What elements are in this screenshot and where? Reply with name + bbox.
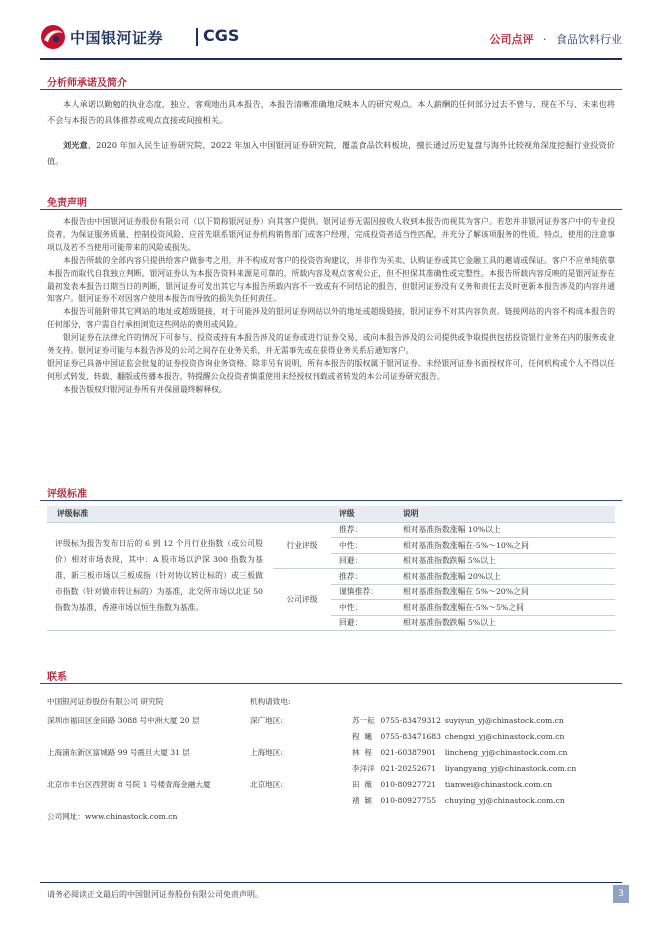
contact-email[interactable]: chuying_yj@chinastock.com.cn [444,796,565,805]
company-name: 中国银河证券股份有限公司 研究院 [47,697,164,706]
analyst-section-title: 分析师承诺及简介 [47,78,127,89]
contact-section-title: 联系 [47,672,67,683]
contact-email[interactable]: tianwei@chinastock.com.cn [444,780,553,789]
contact-person [352,764,576,774]
rating-level-desc: 相对基准指数涨幅在 5%～20%之间 [399,584,615,600]
disclaimer-body [47,216,615,397]
contact-name: 李洋洋 [352,764,375,773]
contact-person [352,780,552,790]
rating-level-desc: 相对基准指数涨幅 10%以上 [399,522,615,538]
header-rule [40,58,622,60]
contact-phone: 0755-83471683 [380,732,441,741]
region-shenzhen: 深广地区: [250,716,283,725]
rating-level: 推荐： [331,569,399,585]
contact-person [352,748,567,758]
footer-disclaimer-note: 请务必阅读正文最后的中国银河证券股份有限公司免责声明。 [47,890,263,899]
analyst-commitment: 本人承诺以勤勉的执业态度，独立、客观地出具本报告，本报告清晰准确地反映本人的研究观点。本人薪酬的任何部分过去不曾与、现在不与、未来也将不会与本报告的具体推荐或观点直接或间接相关。 [47,99,615,125]
rating-level: 中性： [331,600,399,616]
analyst-bio [47,138,615,169]
logo-divider [196,28,198,46]
rating-level: 回避： [331,615,399,631]
analyst-bio-text: ，2020 年加入民生证券研究院，2022 年加入中国银河证券研究院，覆盖食品饮料板块，擅长通过历史复盘与海外比较视角深度挖掘行业投资价值。 [47,140,615,166]
disclaimer-paragraph: 银河证券已具备中国证监会批复的证券投资咨询业务资格。除非另有说明，所有本报告的版权属于银河证券。未经银河证券书面授权许可，任何机构或个人不得以任何形式转发、转载、翻版或传播本报告。特提醒公众投资者慎重使用未经授权刊载或者转发的本公司证券研究报告。 [47,358,615,381]
footer-rule [40,882,622,883]
rating-level-desc: 相对基准指数跌幅 5%以上 [399,615,615,631]
analyst-name: 刘光意 [63,140,88,150]
rating-level: 推荐： [331,522,399,538]
rating-level: 谨慎推荐： [331,584,399,600]
contact-name: 程 曦 [352,732,373,741]
contact-person [352,716,564,726]
cgs-logo-icon [40,24,66,50]
logo-text-cn: 中国银河证券 [70,29,164,47]
rating-table-header [47,506,615,522]
contact-email[interactable]: lincheng_yj@chinastock.com.cn [444,748,568,757]
company-website[interactable]: 公司网址：www.chinastock.com.cn [47,812,178,821]
header-rating-standard: 评级标准 [47,506,273,522]
analyst-section-rule [40,89,622,90]
header-description: 说明 [399,506,615,522]
contact-phone: 010-80927721 [380,780,437,789]
rating-section-rule [40,500,622,501]
contact-email[interactable]: liyangyang_yj@chinastock.com.cn [444,764,577,773]
rating-level-desc: 相对基准指数跌幅 5%以上 [399,553,615,569]
disclaimer-paragraph: 本报告版权归银河证券所有并保留最终解释权。 [63,384,227,394]
rating-level-desc: 相对基准指数涨幅在-5%～10%之间 [399,538,615,554]
disclaimer-paragraph: 本报告由中国银河证券股份有限公司（以下简称银河证券）向其客户提供。银河证券无需因接收人收到本报告而视其为客户。若您并非银河证券客户中的专业投资者，为保证服务质量、控制投资风险、应首先联系银河证券机构销售部门或客户经理，完成投资者适当性匹配，并充分了解该项服务的性质、特点、使用的注意事项以及若不当使用可能带来的风险或损失。 [47,217,615,252]
table-row [47,522,615,538]
report-type: 公司点评 [489,33,534,46]
address-shanghai: 上海浦东新区富城路 99 号震旦大厦 31 层 [47,748,190,757]
contact-person [352,732,564,742]
disclaimer-paragraph: 本报告可能附带其它网站的地址或超级链接，对于可能涉及的银河证券网站以外的地址或超级链接，银河证券不对其内容负责。链接网站的内容不构成本报告的任何部分，客户需自行承担浏览这些网站的费用或风险。 [47,307,615,330]
rating-level: 中性： [331,538,399,554]
rating-description: 评级标为报告发布日后的 6 到 12 个月行业指数（或公司股价）相对市场表现，其中：A 股市场以沪深 300 指数为基准，新三板市场以三板成指（针对协议转让标的）或三板做市指数（针对做市转让标的）为基准，北交所市场以北证 50 指数为基准，香港市场以恒生指数为基准。 [47,522,273,631]
contact-name: 田 薇 [352,780,373,789]
disclaimer-paragraph: 银河证券在法律允许的情况下可参与、投资或持有本报告涉及的证券或进行证券交易，或向本报告涉及的公司提供或争取提供包括投资银行业务在内的服务或业务支持。银河证券可能与本报告涉及的公司之间存在业务关系，并无需事先或在获得业务关系后通知客户。 [47,333,615,356]
page-number: 3 [613,885,629,903]
header-dot: · [543,33,547,46]
rating-level: 回避： [331,553,399,569]
company-rating-label: 公司评级 [273,569,331,631]
contact-phone: 021-60387901 [380,748,437,757]
rating-section-title: 评级标准 [47,489,87,500]
contact-person [352,796,565,806]
rating-level-desc: 相对基准指数涨幅 20%以上 [399,569,615,585]
region-shanghai: 上海地区: [250,748,283,757]
industry-name: 食品饮料行业 [556,33,622,46]
contact-phone: 021-20252671 [380,764,437,773]
disclaimer-paragraph: 本报告所载的全部内容只提供给客户做参考之用，并不构成对客户的投资咨询建议，并非作为买卖、认购证券或其它金融工具的邀请或保证。客户不应单纯依靠本报告而取代自我独立判断。银河证券认为本报告资料来源是可靠的，所载内容及观点客观公正，但不担保其准确性或完整性。本报告所载内容反映的是银河证券在最初发表本报告日期当日的判断，银河证券可发出其它与本报告所载内容不一致或有不同结论的报告，但银河证券没有义务和责任去及时更新本报告涉及的内容并通知客户。银河证券不对因客户使用本报告而导致的损失负任何责任。 [47,255,615,304]
header-report-info [490,31,623,47]
logo-text-en: CGS [203,26,240,45]
rating-table [47,506,615,631]
rating-level-desc: 相对基准指数涨幅在-5%～5%之间 [399,600,615,616]
contact-name: 褚 颖 [352,796,373,805]
contact-phone: 0755-83479312 [380,716,441,725]
contact-section-rule [40,683,622,684]
header-rating: 评级 [331,506,399,522]
disclaimer-section-rule [40,209,622,210]
industry-rating-label: 行业评级 [273,522,331,569]
contact-email[interactable]: suyiyun_yj@chinastock.com.cn [444,716,564,725]
sales-label: 机构请致电: [250,697,291,706]
disclaimer-section-title: 免责声明 [47,198,87,209]
contact-name: 苏一耘 [352,716,375,725]
contact-phone: 010-80927755 [380,796,437,805]
region-beijing: 北京地区: [250,780,283,789]
address-shenzhen: 深圳市福田区金田路 3088 号中洲大厦 20 层 [47,716,200,725]
page-header [40,22,622,52]
contact-name: 林 程 [352,748,373,757]
address-beijing: 北京市丰台区西营街 8 号院 1 号楼青海金融大厦 [47,780,211,789]
contact-email[interactable]: chengxi_yj@chinastock.com.cn [444,732,565,741]
